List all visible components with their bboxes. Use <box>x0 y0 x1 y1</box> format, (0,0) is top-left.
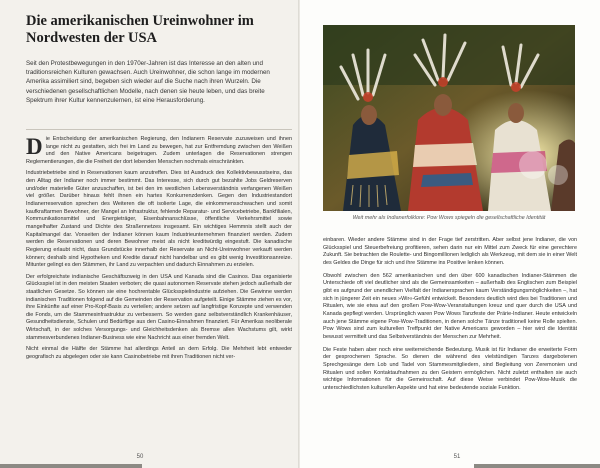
paragraph-1 <box>26 136 292 167</box>
paragraph-7: Die Feste haben aber noch eine weiterreichende Bedeutung. Musik ist für Indianer die erweiterte Form der gesprochenen Sprache. So dienen die während des vielstündigen Tanzes dargebotenen Sprechgesänge dem Lob und Tadel von Stammesmitgliedern, sind Begleitung von Zeremonien und Ritualen und sollen Kontaktaufnahmen zu den Geistern ermöglichen. Nicht zuletzt enthalten sie auch wichtige Informationen für die Gemeinschaft. Auf diese Weise verbindet Pow-Wow-Musik die unterschiedlichsten kulturellen Aspekte und hat eine bedeutende soziale Funktion. <box>323 346 577 391</box>
footer-bar-left <box>0 464 142 468</box>
paragraph-6: Obwohl zwischen den 562 amerikanischen und den über 600 kanadischen Indianer-Stämmen die Unterschiede oft viel deutlicher sind als die Gemeinsamkeiten – außerhalb des Englischen zum Beispiel gibt es aufgrund der unendlichen Vielfalt der Indianersprachen kaum Verständigungsmöglichkeiten –, hat sich in jüngerer Zeit ein neues »Wir«-Gefühl entwickelt. Besonders deutlich wird dies bei Traditionen und Ritualen, wie sie etwa auf den großen Pow-Wow-Veranstaltungen kreuz und quer durch die USA und Kanada gepflegt werden. Ursprünglich waren Pow Wows Tanzfeste der Prärie-Indianer. Heute entwickeln auch jene Stämme eigene Pow-Wow-Traditionen, in denen solche Tänze traditionell keine Rolle spielten. Pow Wows sind zum kulturellen Treffpunkt der Native Americans geworden – hier wird die Identität bewusst vermittelt und das Selbstverständnis der Menschen zur Mehrheit. <box>323 272 577 340</box>
article-title: Die amerikanischen Ureinwohner im Nordwesten der USA <box>26 13 254 46</box>
left-body-text <box>26 136 292 365</box>
drop-cap: D <box>26 134 43 159</box>
powwow-photo <box>323 25 575 211</box>
paragraph-2: Industriebetriebe sind in Reservationen kaum anzutreffen. Dies ist Ausdruck des Kollektivbewusstseins, das den Alltag der Indianer noch immer bestimmt. Das Interesse, sich durch gut bezahlte Jobs Geldreserven und/oder materielle Güter anzuschaffen, ist bei den im westlichen Lebensverständnis verfangenen Weißen viel größer. Darüber hinaus fehlt ihnen ein hartes Konkurrenzdenken. Gegen den Industriestandort Indianerreservation sprechen des Weiteren die oft isolierte Lage, die einkommensschwachen und somit kaufkraftarmen Bewohner, der Mangel an Infrastruktur, fehlende Reparatur- und Servicebetriebe, Bankfilialen, Kommunikationsmittel und Energieträger, Eisenbahnanschlüsse, öffentliche Verkehrsmittel sowie mangelhafter Zustand und Dichte des Straßennetzes insgesamt. Ein wichtiges Hemmnis stellt auch der Kapitalmangel dar. Vonseiten der Indianer können kaum Industrieunternehmen finanziert werden. Zudem werden die Reservationen und deren Bewohner meist als nicht kreditwürdig eingestuft. Die kanadische Regierung erlaubt nicht, dass Grundstücke innerhalb der Reservate an Nicht-Ureinwohner verkauft werden können; deshalb sind Hypotheken und Kredite darauf nicht handelbar und es gibt wenig Investitionsanreize. Mitunter gelingt es den Stämmen, ihr Land zu verpachten und dadurch Einnahmen zu erzielen. <box>26 170 292 269</box>
right-page <box>300 0 600 468</box>
paragraph-4: Nicht einmal die Hälfte der Stämme hat allerdings Anteil an dem Erfolg. Die Mehrheit lebt entweder geografisch zu abgelegen oder sie kann Casinobetriebe mit ihren Traditionen nicht ver- <box>26 346 292 360</box>
paragraph-1-text: ie Entscheidung der amerikanischen Regierung, den Indianern Reservate zuzuweisen und ihnen lange nicht zu gestatten, sich frei im Land zu bewegen, hat zur Entfremdung zwischen den Weißen und den Native Americans beigetragen. Zudem unterlagen die Reservationen strengen Reglementierungen, die die Freiheit der dort lebenden Menschen nochmals einschränkten. <box>26 136 292 165</box>
intro-divider <box>26 129 292 130</box>
page-number-left: 50 <box>136 454 144 460</box>
footer-bar-right <box>474 464 600 468</box>
page-number-right: 51 <box>453 454 461 460</box>
photo-caption: Weit mehr als Indianerfolklore: Pow Wows spiegeln die gesellschaftliche Identität <box>352 215 546 221</box>
right-body-text <box>323 237 577 397</box>
paragraph-3: Der erfolgreichste indianische Geschäftszweig in den USA und Kanada sind die Casinos. Das organisierte Glücksspiel ist in den meisten Staaten verboten; die quasi autonomen Reservate stehen jedoch außerhalb der staatlichen Gesetze. So können sie eine hochrentable Glücksspielindustrie aufziehen. Die Gewinne werden indianischen Traditionen folgend auf die Gemeinden der Reservation aufgeteilt. Einige Stämme ziehen es vor, ihre Einkünfte auf einer Pro-Kopf-Basis zu verteilen; andere setzen auf langfristige Konzepte und verwenden die Fonds, um die Stammesinfrastruktur zu verbessern. So werden ganz selbstverständlich Krankenhäuser, Gesundheitsdienste, Schulen und Bedürftige aus den Casino-Einnahmen finanziert. Für Amerikas neoliberale Wirtschaft, in der solches Versorgungs- und Gleichheitsdenken als Bremse allen Wachstums gilt, wirkt stammesverbundenes Indianer-Business wie eine Nachricht aus einer fremden Welt. <box>26 273 292 341</box>
article-intro: Seit den Protestbewegungen in den 1970er-Jahren ist das Interesse an den alten und traditionsreichen Kulturen gewachsen. Auch Ureinwohner, die schon lange im modernen Amerika assimiliert sind, begeben sich wieder auf die Suche nach ihren Wurzeln. Die verschiedenen gesellschaftlichen Modelle, nach denen sie heute leben, und das breite Spektrum ihrer Kultur kennenzulernen, ist eine Herausforderung. <box>26 60 270 104</box>
paragraph-5: einbaren. Wieder andere Stämme sind in der Frage tief zerstritten. Aber selbst jene Indianer, die von Glücksspiel und Steuerbefreiung profitieren, sehen darin nur ein Mittel zum Zweck für eine gerechtere Zukunft. Sie betrachten die Roulette- und Bingomillionen lediglich als Werkzeug, mit dem sie in einer Welt des Geldes die Dinge für sich und ihre Stämme ins Positive lenken können. <box>323 237 577 266</box>
powwow-photo-illustration <box>323 25 575 211</box>
